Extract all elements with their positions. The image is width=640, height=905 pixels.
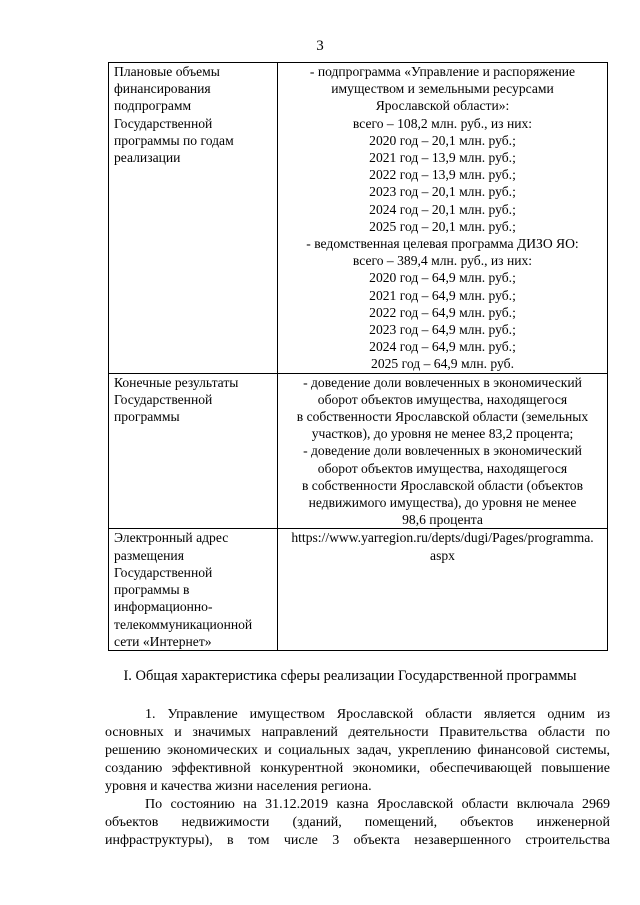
row-label-results: Конечные результаты Государственной программы <box>109 373 278 529</box>
value-line: 98,6 процента <box>402 512 483 528</box>
value-line: 2022 год – 64,9 млн. руб.; <box>369 304 516 320</box>
page-number: 3 <box>316 38 324 54</box>
value-line: - подпрограмма «Управление и распоряжение <box>309 64 576 79</box>
value-line: 2024 год – 64,9 млн. руб.; <box>369 339 516 355</box>
value-line: 2021 год – 64,9 млн. руб.; <box>369 287 516 303</box>
value-line: - доведение доли вовлеченных в экономический <box>303 443 582 459</box>
row-value-url <box>278 529 608 650</box>
value-line: всего – 108,2 млн. руб., из них: <box>352 115 533 131</box>
row-label-financing: Плановые объемы финансирования подпрограмм Государственной программы по годам реализации <box>109 63 278 374</box>
table-row <box>109 529 608 650</box>
paragraph-2: По состоянию на 31.12.2019 казна Ярославской области включала 2969 объектов недвижимости (зданий, помещений, объектов инженерной инфраструктуры), в том числе 3 объекта незавершенного строительства <box>105 797 610 848</box>
program-url-link[interactable]: https://www.yarregion.ru/depts/dugi/Pages/programma. <box>291 530 594 546</box>
value-line: оборот объектов имущества, находящегося <box>317 391 568 407</box>
table-row <box>109 373 608 529</box>
value-line: 2022 год – 13,9 млн. руб.; <box>369 167 516 183</box>
value-line: 2020 год – 64,9 млн. руб.; <box>369 270 516 286</box>
passport-table <box>108 62 608 651</box>
program-url-link[interactable]: aspx <box>430 547 455 563</box>
paragraph-1: 1. Управление имуществом Ярославской области является одним из основных и значимых направлений деятельности Правительства области по решению экономических и социальных задач, укреплению финансовой системы, созданию эффективной конкурентной экономики, обеспечивающей повышение уровня и качества жизни населения региона. <box>105 707 610 794</box>
value-line: 2023 год – 64,9 млн. руб.; <box>369 322 516 338</box>
value-line: в собственности Ярославской области (земельных <box>296 409 589 425</box>
row-value-financing <box>278 63 608 374</box>
value-line: - ведомственная целевая программа ДИЗО ЯО: <box>306 236 579 252</box>
value-line: в собственности Ярославской области (объектов <box>301 477 584 493</box>
value-line: - доведение доли вовлеченных в экономический <box>303 374 582 390</box>
value-line: 2025 год – 64,9 млн. руб. <box>371 356 514 372</box>
value-line: Ярославской области»: <box>375 98 510 114</box>
value-line: 2025 год – 20,1 млн. руб.; <box>369 218 516 234</box>
value-line: недвижимого имущества), до уровня не менее <box>308 495 577 511</box>
value-line: 2024 год – 20,1 млн. руб.; <box>369 201 516 217</box>
value-line: 2021 год – 13,9 млн. руб.; <box>369 150 516 166</box>
row-label-url: Электронный адрес размещения Государственной программы в информационно-телекоммуникационной сети «Интернет» <box>109 529 278 650</box>
table-row <box>109 63 608 374</box>
value-line: 2020 год – 20,1 млн. руб.; <box>369 132 516 148</box>
value-line: всего – 389,4 млн. руб., из них: <box>352 253 533 269</box>
row-value-results <box>278 373 608 529</box>
value-line: оборот объектов имущества, находящегося <box>317 460 568 476</box>
value-line: имуществом и земельными ресурсами <box>331 81 554 97</box>
value-line: 2023 год – 20,1 млн. руб.; <box>369 184 516 200</box>
section-heading: I. Общая характеристика сферы реализации Государственной программы <box>123 668 577 684</box>
value-line: участков), до уровня не менее 83,2 процента; <box>311 426 574 442</box>
